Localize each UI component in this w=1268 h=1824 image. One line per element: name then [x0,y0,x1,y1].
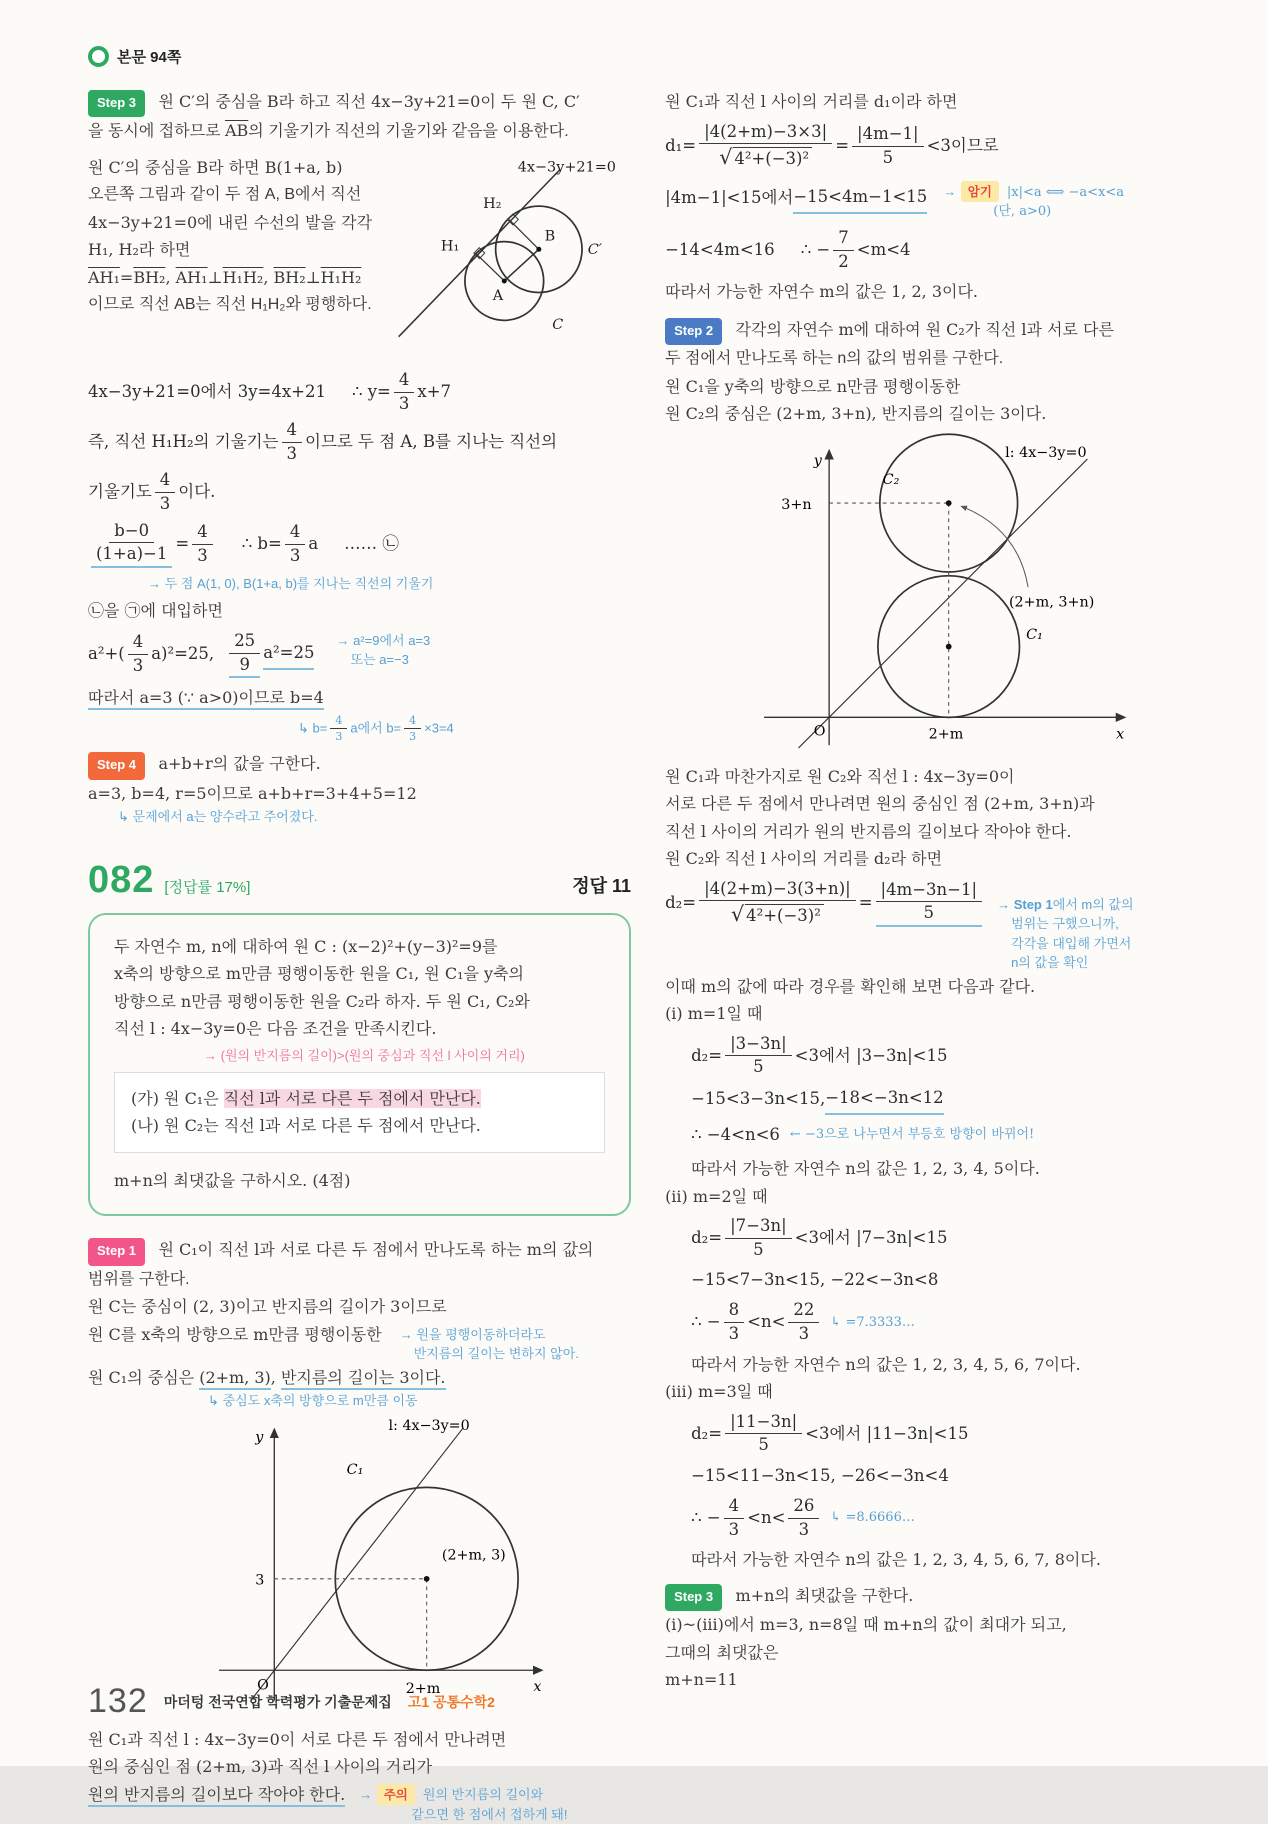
case3-conclusion: 따라서 가능한 자연수 n의 값은 1, 2, 3, 4, 5, 6, 7, 8이다. [691,1550,1101,1570]
case3-d2: d₂= $\frac{|11-3n|}{5}$ <3에서 |11−3n|<15 [691,1411,969,1455]
case1-frac: $\frac{|3-3n|}{5}$ [725,1034,792,1078]
para-l1: 원 C′의 중심을 B라 하면 B(1+a, b) [88,157,343,177]
condition-box [114,1072,605,1153]
bullet-icon [88,46,109,67]
radical-icon: √ [719,145,733,170]
case1-ineq: −15<3−3n<15, −18<−3n<12 [691,1084,1218,1115]
condition-na: (나) 원 C₂는 직선 l과 서로 다른 두 점에서 만난다. [131,1116,481,1136]
right-column [665,88,1218,1824]
final-answer: m+n=11 [665,1670,738,1690]
memo-note: → 암기 |x|<a ⟺ −a<x<a (단, a>0) [943,181,1124,222]
d2-denominator: √ 4²+(−3)² [726,901,829,928]
step4-text: a+b+r의 값을 구한다. [158,754,321,774]
arrow-right-icon: → [148,575,161,591]
slope-sentence1 [88,420,631,464]
fig3-center-label: (2+m, 3+n) [1008,593,1094,610]
slope1-post: 이므로 두 점 A, B를 지나는 직선의 [305,432,558,452]
d2-lhs: d₂= [665,893,697,913]
problem-box [88,913,631,1217]
case3-frac: $\frac{|11-3n|}{5}$ [725,1412,802,1456]
warning-note: → 주의 원의 반지름의 길이와 같으면 한 점에서 접하게 돼! [359,1784,567,1824]
eq2-mid: ∴ b= [241,534,282,554]
case2-result: ∴ − $\frac{8}{3}$ <n< $\frac{22}{3}$ ↳ =7.3333… [691,1300,915,1343]
eq2-ref-mark: …… ㉡ [344,534,399,554]
eq1-pre: 4x−3y+21=0에서 3y=4x+21 [88,381,326,401]
arrow-right-icon: → [997,896,1011,912]
problem-header [88,858,632,901]
figure1-svg [391,154,631,359]
radical-icon: √ [730,902,745,927]
d2-eq: = [858,893,873,913]
case3-frac-n2: $\frac{26}{3}$ [788,1496,819,1540]
step3-line2b-AB: $\overline{AB}$ [224,121,249,141]
step3-badge: Step 3 [88,90,145,117]
step3-heading [88,88,631,117]
final-sum-line: a=3, b=4, r=5이므로 a+b+r=3+4+5=12 [88,783,417,803]
eq1-frac: $\frac{4}{3}$ [394,370,415,414]
slope2-post: 이다. [178,482,216,502]
seg-AH1: AH₁ [88,267,120,287]
step2-t1: 원 C₁을 y축의 방향으로 n만큼 평행이동한 [665,376,961,396]
final-line2: 그때의 최댓값은 [665,1642,779,1662]
step1-t5: 원의 중심인 점 (2+m, 3)과 직선 l 사이의 거리가 [88,1757,433,1777]
case1-d2: d₂= $\frac{|3-3n|}{5}$ <3에서 |3−3n|<15 [691,1033,948,1077]
arrow-right-icon: → [943,183,957,199]
slope1-frac: $\frac{4}{3}$ [282,420,303,464]
m-result: 따라서 가능한 자연수 m의 값은 1, 2, 3이다. [665,282,979,302]
eq2-eq: = [175,534,190,554]
final-line1: (i)~(iii)에서 m=3, n=8일 때 m+n의 값이 최대가 되고, [665,1615,1067,1635]
d1-lhs: d₁= [665,136,697,156]
step3-line1: 원 C′의 중심을 B라 하고 직선 4x−3y+21=0이 두 원 C, C′ [158,92,580,111]
step2-t6: 원 C₂와 직선 l 사이의 거리를 d₂라 하면 [665,849,943,869]
eq2-frac2: $\frac{4}{3}$ [192,522,213,566]
step4-badge: Step 4 [88,752,145,779]
step1-t4: 원 C₁과 직선 l : 4x−3y=0이 서로 다른 두 점에서 만나려면 [88,1729,507,1749]
eq2-note: → 두 점 A(1, 0), B(1+a, b)를 지나는 직선의 기울기 [148,575,434,591]
eq-b-over-a [88,521,631,568]
fig3-yn: 3+n [780,496,812,513]
step3-right-badge: Step 3 [665,1584,722,1611]
d2-frac2: $\frac{|4m-3n-1|}{5}$ [876,880,983,927]
page-footer [88,1682,495,1721]
case2-title: (ii) m=2일 때 [665,1186,768,1206]
case2-d2: d₂= $\frac{|7-3n|}{5}$ <3에서 |7−3n|<15 [691,1216,948,1259]
problem-number: 082 [88,858,155,901]
problem-body-2: x축의 방향으로 m만큼 평행이동한 원을 C₁, 원 C₁을 y축의 [114,964,524,984]
step1-badge: Step 1 [88,1238,145,1265]
final-sum-note: ↳ 문제에서 a는 양수라고 주어졌다. [118,809,318,825]
step1-t6-row [88,1781,631,1824]
elbow-arrow-icon: ↳ [830,1314,842,1330]
eq3 [88,631,314,678]
elbow-arrow-icon: ↳ [298,720,309,736]
seg-comma2: , [263,267,274,287]
book-title: 마더텅 전국연합 학력평가 기출문제집 [163,1693,392,1710]
center-underlined: (2+m, 3) [199,1368,271,1390]
eq3-p2: a)²=25, [151,644,215,664]
d2-note-step1-bold: Step 1 [1013,896,1053,912]
step1-note1: → 원을 평행이동하더라도 반지름의 길이는 변하지 않아. [399,1326,579,1362]
d2-equation [665,879,985,928]
fig2-xm: 2+m [405,1680,440,1697]
step1-t2: 원 C를 x축의 방향으로 m만큼 평행이동한 [88,1324,382,1344]
step3-right-text: m+n의 최댓값을 구한다. [735,1585,914,1605]
step1-t3: 원 C₁의 중심은 (2+m, 3), 반지름의 길이는 3이다. [88,1364,631,1392]
case1-title: (i) m=1일 때 [665,1004,763,1024]
seg-AH1b: AH₁ [175,267,208,287]
abs-ineq-underlined: −15<4m−1<15 [793,183,927,214]
radius-underlined: 반지름의 길이는 3이다. [281,1368,446,1390]
arrow-right-icon: → [399,1326,413,1342]
fig1-line-label: 4x−3y+21=0 [517,159,616,176]
fig3-line-label: l: 4x−3y=0 [1004,444,1087,461]
fig2-center-label: (2+m, 3) [441,1547,506,1564]
eq4-note-frac1: $\frac{4}{3}$ [330,714,347,745]
step2-line1: 각각의 자연수 m에 대하여 원 C₂가 직선 l과 서로 다른 [735,319,1114,339]
case3-result: ∴ − $\frac{4}{3}$ <n< $\frac{26}{3}$ ↳ =8.6666… [691,1495,915,1539]
eq3-row [88,625,631,684]
eq4-note-frac2: $\frac{4}{3}$ [404,714,421,745]
para-l6: 이므로 직선 AB는 직선 H₁H₂와 평행하다. [88,296,372,314]
problem-question: m+n의 최댓값을 구하시오. (4점) [114,1170,351,1190]
fig3-x: x [1115,725,1124,742]
d1-post: <3이므로 [926,136,999,156]
problem-body-3: 방향으로 n만큼 평행이동한 원을 C₂라 하자. 두 원 C₁, C₂와 [114,991,530,1011]
para-l3: 4x−3y+21=0에 내린 수선의 발을 각각 [88,212,373,232]
para-text [88,154,391,319]
step2-t4: 서로 다른 두 점에서 만나려면 원의 중심인 점 (2+m, 3+n)과 [665,794,1095,814]
fig1-H1: H₁ [440,238,460,255]
fig1-H2: H₂ [483,195,502,212]
step2-t3: 원 C₁과 마찬가지로 원 C₂와 직선 l : 4x−3y=0이 [665,766,1015,786]
para-l2: 오른쪽 그림과 같이 두 점 A, B에서 직선 [88,186,362,204]
fig3-xm: 2+m [928,725,963,742]
eq2-frac1: $\frac{b-0}{(1+a)-1}$ [91,521,172,568]
case2-frac-n1: $\frac{8}{3}$ [724,1300,745,1344]
elbow-arrow-icon: ↳ [208,1393,219,1409]
fig2-O: O [256,1676,269,1693]
ineq1-frac: $\frac{7}{2}$ [833,228,854,272]
step3-heading-line2 [88,117,631,146]
eq-line-slope [88,370,631,414]
slope2-frac: $\frac{4}{3}$ [155,470,176,514]
d1-eq: = [835,136,850,156]
seg-comma1: , [165,267,176,287]
step3-line2a: 을 동시에 접하므로 [88,123,225,141]
ineq1-row: −14<4m<16 ∴ − $\frac{7}{2}$ <m<4 [665,227,911,271]
d1-denominator: √ 4²+(−3)² [714,144,817,171]
problem-answer: 정답 11 [572,875,632,896]
fig2-C1: C₁ [346,1461,363,1478]
step2-line2: 두 점에서 만나도록 하는 n의 값의 범위를 구한다. [665,350,1004,368]
d2-frac1: $\frac{|4(2+m)-3(3+n)|}{\text{√ 4²+(−3)²}}$ [699,879,856,928]
case3-frac-n1: $\frac{4}{3}$ [724,1496,745,1540]
memo-badge: 암기 [961,181,999,202]
slope2-pre: 기울기도 [88,482,152,502]
arrow-right-icon: → [204,1047,217,1063]
problem-body-1: 두 자연수 m, n에 대하여 원 C : (x−2)²+(y−3)²=9를 [114,936,498,956]
page-number: 132 [88,1682,148,1720]
condition-ga-highlight: 직선 l과 서로 다른 두 점에서 만난다. [223,1088,481,1108]
figure-two-circles [665,434,1218,757]
figure-tangent-circles [391,154,631,364]
case2-conclusion: 따라서 가능한 자연수 n의 값은 1, 2, 3, 4, 5, 6, 7이다. [691,1354,1081,1374]
problem-rate: [정답률 17%] [164,878,251,896]
fig1-Cprime: C′ [587,241,603,258]
step3-right-heading [665,1582,1218,1611]
eq3-p1: a²+( [88,644,125,664]
seg-perp2: ⊥ [305,267,321,287]
d1-equation [665,122,1218,171]
fig3-C1: C₁ [1025,626,1043,643]
fig1-B: B [544,228,556,245]
step1-heading [88,1236,631,1265]
figure2-svg [160,1415,560,1715]
seg-BH2b: BH₂ [273,267,306,287]
fig2-line-label: l: 4x−3y=0 [388,1417,470,1434]
eq2-frac3: $\frac{4}{3}$ [285,522,306,566]
cases-intro: 이때 m의 값에 따라 경우를 확인해 보면 다음과 같다. [665,976,1036,996]
two-column-content [88,88,1218,1824]
case1-ineq-underlined: −18<−3n<12 [825,1084,943,1115]
arrow-right-icon: → [336,632,350,648]
fig2-three: 3 [254,1572,264,1589]
figure-circle-c1 [88,1415,631,1720]
left-column [88,88,631,1824]
problem-pink-note: → (원의 반지름의 길이)>(원의 중심과 직선 l 사이의 거리) [204,1047,525,1063]
eq3-frac1: $\frac{4}{3}$ [128,632,149,676]
eq3-p3: a²=25 [263,639,314,670]
segment-relations [88,264,391,292]
step3-line2c: 의 기울기가 직선의 기울기와 같음을 이용한다. [248,123,569,141]
para-with-figure [88,154,631,364]
d1-frac1: $\frac{|4(2+m)-3\times 3|}{\text{√ 4²+(−3)²}}$ [699,122,832,171]
step4-heading [88,750,631,779]
d1-intro: 원 C₁과 직선 l 사이의 거리를 d₁이라 하면 [665,92,958,111]
fig1-C: C [552,316,564,333]
eq4-line: 따라서 a=3 (∵ a>0)이므로 b=4 [88,684,631,712]
case1-result: ∴ −4<n<6 ← −3으로 나누면서 부등호 방향이 바뀌어! [691,1124,1035,1144]
step2-heading [665,316,1218,345]
case2-frac-n2: $\frac{22}{3}$ [788,1300,819,1344]
step2-t5: 직선 l 사이의 거리가 원의 반지름의 길이보다 작아야 한다. [665,821,1072,841]
figure3-svg [722,434,1162,752]
arrow-left-icon: ← [789,1127,801,1143]
fig3-y: y [813,452,822,469]
step2-badge: Step 2 [665,318,722,345]
case3-title: (iii) m=3일 때 [665,1382,773,1402]
step1-line1: 원 C₁이 직선 l과 서로 다른 두 점에서 만나도록 하는 m의 값의 [158,1240,594,1260]
d1-frac2: $\frac{|4m-1|}{5}$ [852,124,924,168]
slope1-pre: 즉, 직선 H₁H₂의 기울기는 [88,432,279,452]
problem-body-4: 직선 l : 4x−3y=0은 다음 조건을 만족시킨다. [114,1019,437,1039]
step1-note2: ↳ 중심도 x축의 방향으로 m만큼 이동 [208,1393,418,1409]
d2-row [665,873,1218,973]
case2-ineq: −15<7−3n<15, −22<−3n<8 [691,1270,939,1290]
para-l4: H₁, H₂라 하면 [88,240,191,260]
fig3-C2: C₂ [882,471,899,488]
eq1-mid: ∴ y= [351,381,391,401]
d2-note: → Step 1에서 m의 값의 범위는 구했으니까, 각각을 대입해 가면서 n의 값을 확인 [997,896,1134,971]
page-reference [88,46,181,67]
seg-H1H2b: H₁H₂ [320,267,362,287]
subject-label: 고1 공통수학2 [407,1693,495,1710]
step2-t2: 원 C₂의 중심은 (2+m, 3+n), 반지름의 길이는 3이다. [665,404,1047,424]
substitute-line: ㉡을 ㉠에 대입하면 [88,601,223,621]
case2-frac: $\frac{|7-3n|}{5}$ [725,1216,792,1260]
eq3-frac2: $\frac{25}{9}$ [229,631,260,678]
fig2-x: x [532,1678,541,1695]
elbow-arrow-icon: ↳ [830,1510,842,1526]
step1-t6: 원의 반지름의 길이보다 작아야 한다. [88,1781,345,1809]
seg-eq: = [119,267,134,287]
eq1-post: x+7 [417,381,452,401]
step1-t1: 원 C는 중심이 (2, 3)이고 반지름의 길이가 3이므로 [88,1297,447,1317]
seg-perp1: ⊥ [207,267,223,287]
slope-sentence2 [88,470,631,514]
seg-H1H2a: H₁H₂ [222,267,264,287]
fig3-O: O [813,723,826,740]
arrow-right-icon: → [359,1786,373,1802]
case1-conclusion: 따라서 가능한 자연수 n의 값은 1, 2, 3, 4, 5이다. [691,1159,1040,1179]
step1-line2: 범위를 구한다. [88,1270,190,1288]
elbow-arrow-icon: ↳ [118,809,129,825]
abs-inequality: |4m−1|<15에서 −15<4m−1<15 [665,183,927,214]
fig1-A: A [492,288,504,305]
condition-ga: (가) 원 C₁은 직선 l과 서로 다른 두 점에서 만난다. [131,1088,481,1108]
fig2-y: y [254,1429,263,1446]
abs-ineq-row [665,177,1218,222]
page-reference-text: 본문 94쪽 [117,49,182,66]
warning-badge: 주의 [377,1784,415,1805]
eq2-var: a [308,534,319,554]
seg-BH2: BH₂ [133,267,166,287]
step1-t2-row [88,1321,631,1364]
eq3-note: → a²=9에서 a=3 또는 a=−3 [336,632,431,668]
case3-ineq: −15<11−3n<15, −26<−3n<4 [691,1465,949,1485]
eq4-note: ↳ b= $\frac{4}{3}$ a에서 b= $\frac{4}{3}$ ×3=4 [298,713,454,744]
